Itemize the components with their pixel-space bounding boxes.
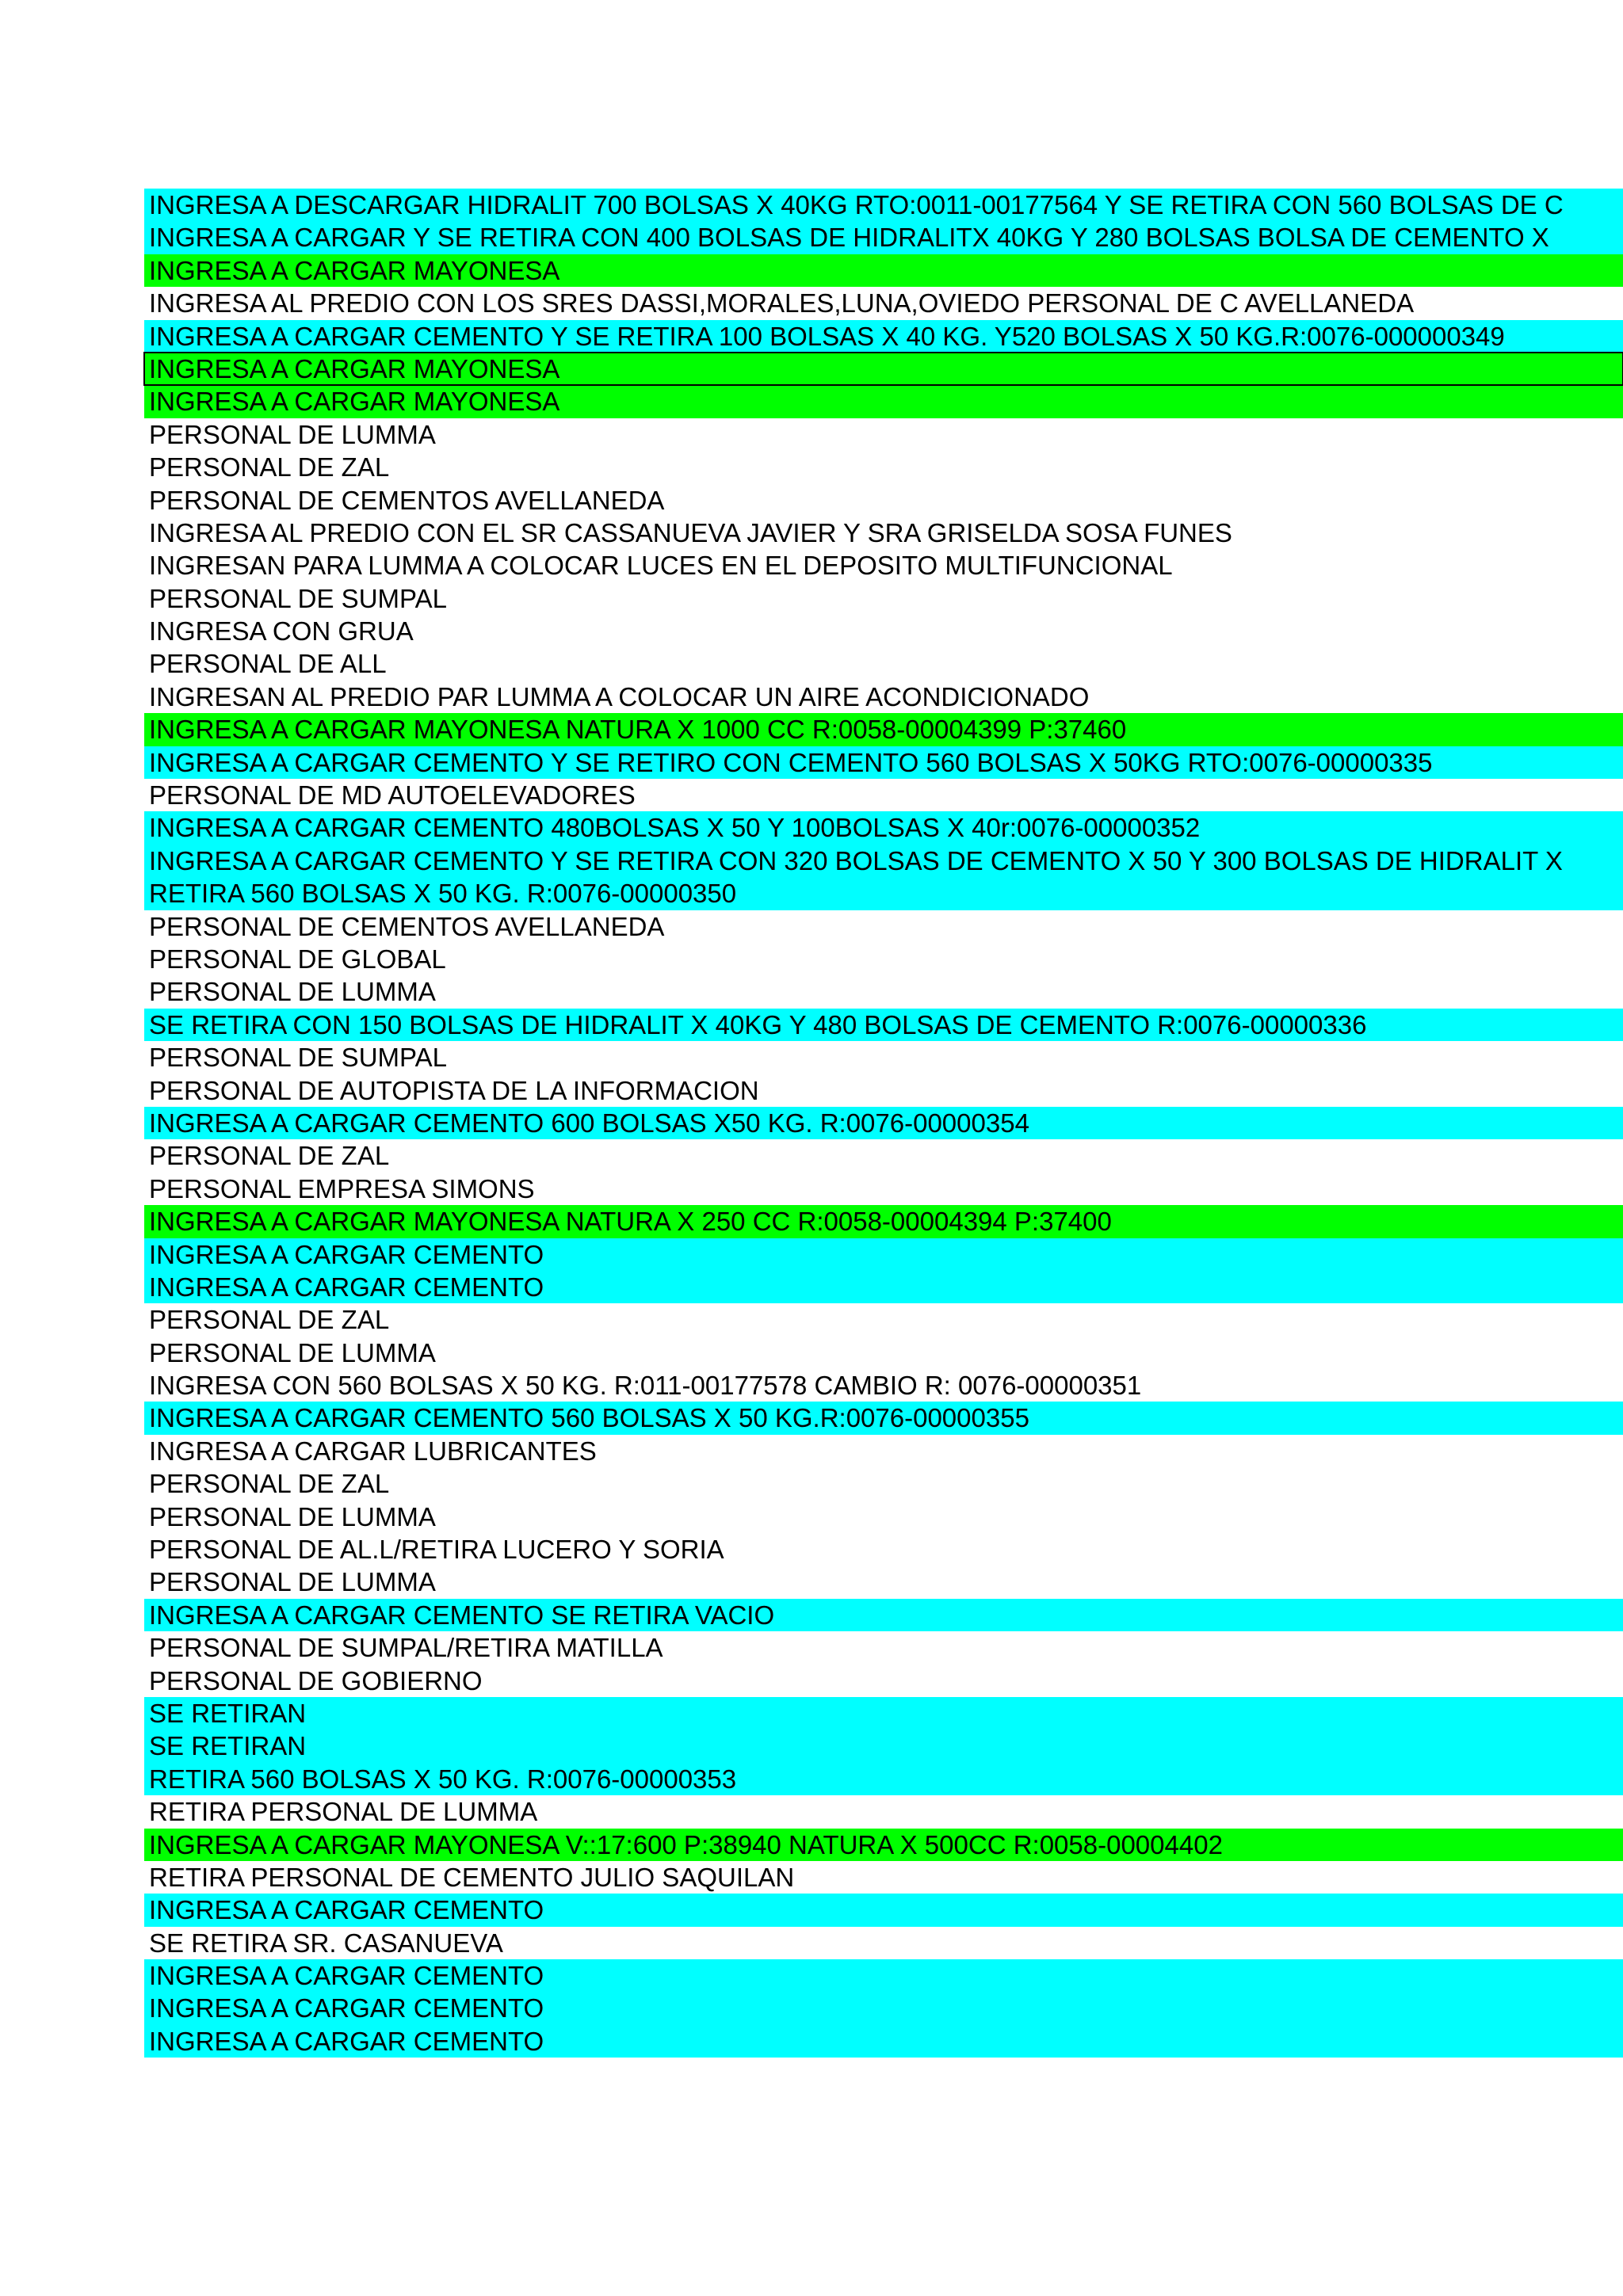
sheet-cell[interactable]: INGRESA A CARGAR CEMENTO Y SE RETIRO CON CEMENTO 560 BOLSAS X 50KG RTO:0076-00000335 (144, 746, 1623, 779)
sheet-cell[interactable]: INGRESA A CARGAR LUBRICANTES (149, 1436, 597, 1466)
sheet-cell[interactable]: INGRESA A CARGAR CEMENTO (144, 2025, 1623, 2058)
sheet-cell[interactable]: PERSONAL DE SUMPAL/RETIRA MATILLA (149, 1633, 663, 1663)
sheet-cell[interactable]: INGRESA A CARGAR CEMENTO 560 BOLSAS X 50 KG.R:0076-00000355 (144, 1402, 1623, 1434)
selected-cell[interactable]: INGRESA A CARGAR MAYONESA (144, 353, 1623, 385)
sheet-cell[interactable]: INGRESA A CARGAR Y SE RETIRA CON 400 BOLSAS DE HIDRALITX 40KG Y 280 BOLSAS BOLSA DE CEMENTO X (144, 221, 1623, 254)
sheet-cell[interactable]: INGRESA CON GRUA (149, 616, 414, 646)
sheet-cell[interactable]: PERSONAL DE LUMMA (149, 1567, 436, 1597)
sheet-cell[interactable]: PERSONAL DE ZAL (149, 452, 390, 482)
sheet-cell[interactable]: INGRESA A CARGAR CEMENTO (144, 1959, 1623, 1992)
sheet-cell[interactable]: INGRESAN PARA LUMMA A COLOCAR LUCES EN EL DEPOSITO MULTIFUNCIONAL (149, 551, 1173, 581)
sheet-cell[interactable]: PERSONAL DE ZAL (149, 1305, 390, 1335)
sheet-cell[interactable]: INGRESA AL PREDIO CON LOS SRES DASSI,MORALES,LUNA,OVIEDO PERSONAL DE C AVELLANEDA (149, 288, 1415, 318)
sheet-cell[interactable]: SE RETIRAN (144, 1730, 1623, 1762)
sheet-cell[interactable]: PERSONAL DE GLOBAL (149, 944, 446, 974)
sheet-cell[interactable]: PERSONAL DE LUMMA (149, 1501, 436, 1531)
spreadsheet-column (144, 189, 1623, 2058)
sheet-cell[interactable]: PERSONAL DE AUTOPISTA DE LA INFORMACION (149, 1075, 759, 1105)
sheet-cell[interactable]: RETIRA 560 BOLSAS X 50 KG. R:0076-00000353 (144, 1763, 1623, 1795)
sheet-cell[interactable]: RETIRA 560 BOLSAS X 50 KG. R:0076-00000350 (144, 877, 1623, 910)
sheet-cell[interactable]: INGRESA AL PREDIO CON EL SR CASSANUEVA JAVIER Y SRA GRISELDA SOSA FUNES (149, 517, 1232, 547)
sheet-cell[interactable]: INGRESA A CARGAR CEMENTO Y SE RETIRA CON 320 BOLSAS DE CEMENTO X 50 Y 300 BOLSAS DE HIDRALIT X (144, 845, 1623, 877)
sheet-cell[interactable]: PERSONAL DE LUMMA (149, 1337, 436, 1367)
sheet-cell[interactable]: INGRESA A CARGAR CEMENTO 600 BOLSAS X50 KG. R:0076-00000354 (144, 1107, 1623, 1139)
sheet-cell[interactable]: PERSONAL DE LUMMA (149, 419, 436, 449)
sheet-cell[interactable]: INGRESA A CARGAR MAYONESA NATURA X 1000 CC R:0058-00004399 P:37460 (144, 713, 1623, 746)
sheet-cell[interactable]: PERSONAL DE ALL (149, 649, 387, 679)
sheet-cell[interactable]: INGRESA A CARGAR MAYONESA (144, 385, 1623, 418)
sheet-cell[interactable]: PERSONAL DE LUMMA (149, 977, 436, 1007)
sheet-cell[interactable]: PERSONAL DE CEMENTOS AVELLANEDA (149, 485, 665, 515)
sheet-cell[interactable]: INGRESA CON 560 BOLSAS X 50 KG. R:011-00177578 CAMBIO R: 0076-00000351 (149, 1371, 1142, 1401)
sheet-cell[interactable]: RETIRA PERSONAL DE LUMMA (149, 1797, 538, 1827)
sheet-cell[interactable]: SE RETIRA SR. CASANUEVA (149, 1928, 503, 1958)
sheet-cell[interactable]: SE RETIRA CON 150 BOLSAS DE HIDRALIT X 40KG Y 480 BOLSAS DE CEMENTO R:0076-00000336 (144, 1009, 1623, 1041)
sheet-cell[interactable]: PERSONAL DE SUMPAL (149, 583, 447, 613)
sheet-cell[interactable]: PERSONAL DE SUMPAL (149, 1043, 447, 1073)
sheet-cell[interactable]: RETIRA PERSONAL DE CEMENTO JULIO SAQUILAN (149, 1862, 795, 1892)
sheet-cell[interactable]: PERSONAL DE ZAL (149, 1141, 390, 1171)
sheet-cell[interactable]: INGRESA A CARGAR CEMENTO SE RETIRA VACIO (144, 1599, 1623, 1631)
sheet-cell[interactable]: INGRESA A CARGAR MAYONESA NATURA X 250 CC R:0058-00004394 P:37400 (144, 1205, 1623, 1238)
sheet-cell[interactable]: INGRESA A CARGAR CEMENTO Y SE RETIRA 100 BOLSAS X 40 KG. Y520 BOLSAS X 50 KG.R:0076-000000349 (144, 320, 1623, 353)
sheet-cell[interactable]: INGRESA A CARGAR CEMENTO (144, 1894, 1623, 1926)
sheet-cell[interactable]: SE RETIRAN (144, 1697, 1623, 1730)
sheet-cell[interactable]: PERSONAL DE CEMENTOS AVELLANEDA (149, 911, 665, 941)
sheet-cell[interactable]: INGRESA A CARGAR MAYONESA V::17:600 P:38940 NATURA X 500CC R:0058-00004402 (144, 1829, 1623, 1861)
sheet-cell[interactable]: INGRESA A CARGAR MAYONESA (144, 254, 1623, 287)
sheet-cell[interactable]: PERSONAL DE MD AUTOELEVADORES (149, 780, 636, 810)
sheet-cell[interactable]: PERSONAL DE GOBIERNO (149, 1665, 483, 1695)
sheet-cell[interactable]: PERSONAL DE AL.L/RETIRA LUCERO Y SORIA (149, 1535, 724, 1565)
sheet-cell[interactable]: INGRESA A CARGAR CEMENTO (144, 1271, 1623, 1303)
sheet-cell[interactable]: INGRESAN AL PREDIO PAR LUMMA A COLOCAR UN AIRE ACONDICIONADO (149, 681, 1090, 711)
sheet-cell[interactable]: PERSONAL EMPRESA SIMONS (149, 1173, 535, 1203)
sheet-cell[interactable]: INGRESA A CARGAR CEMENTO 480BOLSAS X 50 Y 100BOLSAS X 40r:0076-00000352 (144, 811, 1623, 844)
sheet-cell[interactable]: PERSONAL DE ZAL (149, 1469, 390, 1499)
sheet-cell[interactable]: INGRESA A CARGAR CEMENTO (144, 1992, 1623, 2024)
sheet-cell[interactable]: INGRESA A DESCARGAR HIDRALIT 700 BOLSAS X 40KG RTO:0011-00177564 Y SE RETIRA CON 560 BOLSAS DE C (144, 189, 1623, 221)
sheet-cell[interactable]: INGRESA A CARGAR CEMENTO (144, 1238, 1623, 1271)
